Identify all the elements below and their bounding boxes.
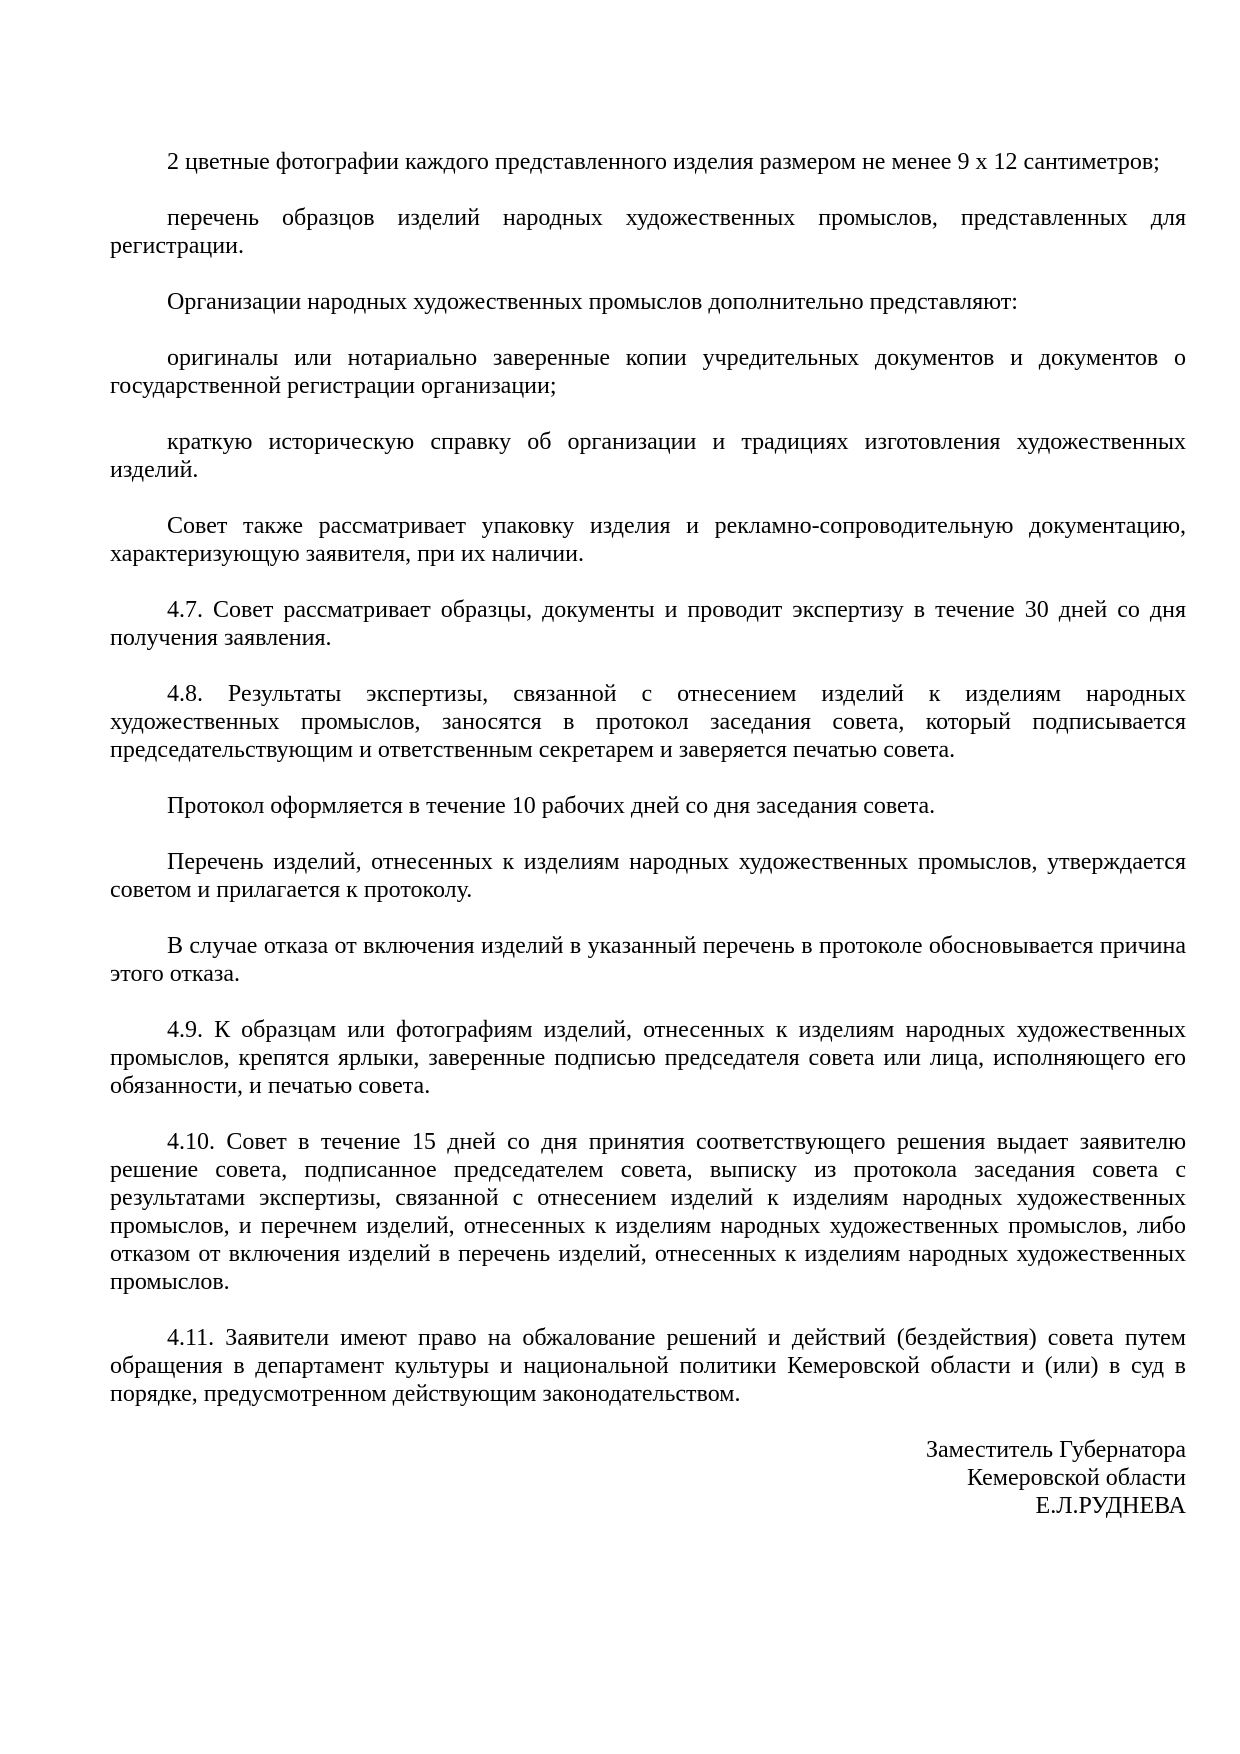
paragraph-4-7: 4.7. Совет рассматривает образцы, документы и проводит экспертизу в течение 30 дней со дня получения заявления. [110, 597, 1186, 651]
paragraph-list-of-samples: перечень образцов изделий народных художественных промыслов, представленных для регистрации. [110, 205, 1186, 259]
signature-position-line: Заместитель Губернатора [925, 1437, 1186, 1463]
paragraph-photos: 2 цветные фотографии каждого представленного изделия размером не менее 9 х 12 сантиметров; [167, 149, 1160, 175]
document-content [110, 148, 1186, 1520]
paragraph-organizations-additional: Организации народных художественных промыслов дополнительно представляют: [167, 289, 1018, 315]
paragraph-originals-copies: оригиналы или нотариально заверенные копии учредительных документов и документов о государственной регистрации организации; [110, 345, 1186, 399]
paragraph-4-9: 4.9. К образцам или фотографиям изделий, отнесенных к изделиям народных художественных промыслов, крепятся ярлыки, заверенные подписью председателя совета или лица, исполняющего его обязанности, и печатью совета. [110, 1017, 1186, 1099]
paragraph-refusal-reason: В случае отказа от включения изделий в указанный перечень в протоколе обосновывается причина этого отказа. [110, 933, 1186, 987]
paragraph-packaging: Совет также рассматривает упаковку изделия и рекламно-сопроводительную документацию, характеризующую заявителя, при их наличии. [110, 513, 1186, 567]
signature-name-line: Е.Л.РУДНЕВА [1035, 1493, 1186, 1519]
paragraph-protocol-terms: Протокол оформляется в течение 10 рабочих дней со дня заседания совета. [167, 793, 936, 819]
signature-block [110, 1436, 1186, 1520]
paragraph-4-11: 4.11. Заявители имеют право на обжалование решений и действий (бездействия) совета путем обращения в департамент культуры и национальной политики Кемеровской области и (или) в суд в порядке, предусмотренном действующим законодательством. [110, 1325, 1186, 1407]
paragraph-list-approved: Перечень изделий, отнесенных к изделиям народных художественных промыслов, утверждается советом и прилагается к протоколу. [110, 849, 1186, 903]
paragraph-4-8: 4.8. Результаты экспертизы, связанной с отнесением изделий к изделиям народных художественных промыслов, заносятся в протокол заседания совета, который подписывается председательствующим и ответственным секретарем и заверяется печатью совета. [110, 681, 1186, 763]
paragraph-4-10: 4.10. Совет в течение 15 дней со дня принятия соответствующего решения выдает заявителю решение совета, подписанное председателем совета, выписку из протокола заседания совета с результатами экспертизы, связанной с отнесением изделий к изделиям народных художественных промыслов, и перечнем изделий, отнесенных к изделиям народных художественных промыслов, либо отказом от включения изделий в перечень изделий, отнесенных к изделиям народных художественных промыслов. [110, 1129, 1186, 1295]
paragraph-historical-note: краткую историческую справку об организации и традициях изготовления художественных изделий. [110, 429, 1186, 483]
signature-region-line: Кемеровской области [967, 1465, 1186, 1491]
